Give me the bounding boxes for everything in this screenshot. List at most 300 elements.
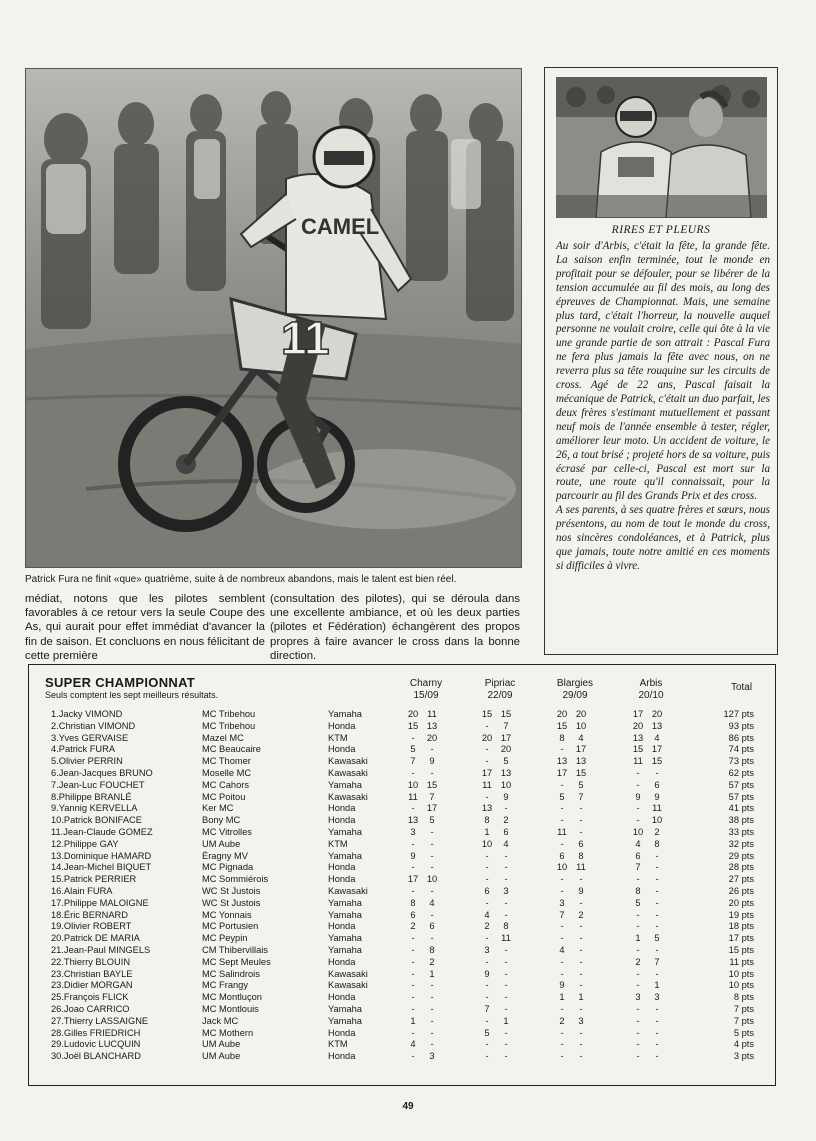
rider-total: 17 pts	[728, 933, 754, 944]
rider-name: 14.Jean-Michel BIQUET	[51, 862, 152, 873]
race-score: 6	[654, 779, 660, 790]
rider-club: Éragny MV	[202, 850, 248, 861]
race-score: 15	[632, 744, 644, 755]
race-score: -	[560, 1039, 564, 1050]
table-row	[29, 874, 775, 884]
rider-club: MC Salindrois	[202, 968, 260, 979]
race-score: 13	[407, 815, 419, 826]
rider-bike: Kawasaki	[328, 980, 368, 991]
race-score: -	[411, 1027, 415, 1038]
rider-bike: Yamaha	[328, 933, 362, 944]
rider-name: 9.Yannig KERVELLA	[51, 803, 138, 814]
rider-bike: Honda	[328, 921, 356, 932]
sidebar-paragraph-2: A ses parents, à ses quatre frères et sœurs, nous présentons, au nom de tout le monde du cross, nos sincères condoléances, et à Patrick, plus que jamais, toute notre amitié en ces moments si difficiles à vivre.	[556, 504, 770, 572]
race-score: -	[579, 874, 583, 885]
race-score: 13	[556, 756, 568, 767]
race-score: 1	[503, 1015, 509, 1026]
article-text-1: médiat, notons que les pilotes semblent favorables à ce retour vers la seule Coupe des As, qui aurait pour effet immédiat d'avancer la fin de saison. Et concluons en nous félicitant de cette première	[25, 593, 265, 662]
rider-bike: Kawasaki	[328, 791, 368, 802]
race-score: 11	[557, 827, 567, 837]
rider-name: 23.Christian BAYLE	[51, 968, 133, 979]
race-score: -	[411, 992, 415, 1003]
race-score: 11	[408, 791, 418, 802]
rider-name: 20.Patrick DE MARIA	[51, 933, 140, 944]
rider-name: 10.Patrick BONIFACE	[51, 815, 142, 826]
table-row	[29, 839, 775, 849]
rider-name: 28.Gilles FRIEDRICH	[51, 1027, 141, 1038]
race-score: 17	[481, 768, 493, 778]
race-score: 10	[481, 838, 493, 849]
rider-bike: Yamaha	[328, 897, 362, 908]
race-score: 13	[575, 756, 587, 767]
race-score: -	[655, 897, 659, 908]
race-score: -	[504, 862, 508, 873]
table-row	[29, 992, 775, 1002]
race-score: 9	[559, 980, 565, 991]
rider-bike: Honda	[328, 862, 356, 873]
rider-club: MC Peypin	[202, 933, 248, 944]
race-score: -	[560, 1004, 564, 1014]
race-score: -	[579, 1051, 583, 1062]
race-score: 15	[407, 720, 419, 731]
rider-club: MC Vitrolles	[202, 827, 252, 837]
rider-club: MC Sommiérois	[202, 874, 269, 885]
sidebar-paragraph-1: Au soir d'Arbis, c'était la fête, la grande fête. La saison enfin terminée, tout le monde en profitait pour se défouler, pour se libérer de la tension accumulée au fil des mois, au long des épreuves de Championnat. Mais, une semaine plus tard, c'était l'horreur, la nouvelle auquel personne ne voulait croire, celle qui ôte à la vie une grande partie de son attrait : Pascal Fura ne fera plus jamais la fête avec nous, on ne reverra plus sa tête rouquine sur les circuits de cross. Agé de 22 ans, Pascal faisait la mécanique de Patrick, c'était un duo parfait, les deux frères s'estimant mutuellement et passant neuf mois de l'année ensemble à tester, régler, améliorer leur moto. Un accident de voiture, le 26, a tout brisé ; projeté hors de sa voiture, puis écrasé par celle-ci, Pascal est mort sur la route, une route qu'il connaissait, pour la parcourir au fil des Grands Prix et des cross.	[556, 240, 770, 503]
rider-total: 73 pts	[728, 756, 754, 767]
rider-bike: Honda	[328, 956, 356, 967]
rider-name: 18.Éric BERNARD	[51, 909, 128, 920]
event-name: Blargies	[556, 678, 594, 689]
race-score: -	[430, 909, 434, 920]
race-score: -	[485, 1039, 489, 1050]
rider-bike: Honda	[328, 992, 356, 1003]
race-score: 9	[484, 968, 490, 979]
race-score: 6	[503, 827, 509, 837]
race-score: 7	[654, 956, 660, 967]
rider-total: 57 pts	[728, 791, 754, 802]
rider-club: Ker MC	[202, 803, 234, 814]
table-row	[29, 815, 775, 825]
rider-club: Bony MC	[202, 815, 241, 826]
race-score: 5	[559, 791, 565, 802]
race-score: 1	[484, 827, 490, 837]
sidebar-title: RIRES ET PLEURS	[611, 224, 711, 236]
table-row	[29, 780, 775, 790]
race-score: -	[504, 874, 508, 885]
race-score: 2	[484, 921, 490, 932]
race-score: -	[430, 827, 434, 837]
rider-total: 10 pts	[728, 968, 754, 979]
race-score: -	[411, 1004, 415, 1014]
race-score: -	[655, 921, 659, 932]
rider-club: MC Portusien	[202, 921, 259, 932]
race-score: 6	[559, 850, 565, 861]
rider-club: MC Mothern	[202, 1027, 254, 1038]
race-score: 20	[481, 732, 493, 743]
rider-total: 127 pts	[723, 709, 754, 719]
race-score: -	[579, 827, 583, 837]
rider-club: MC Yonnais	[202, 909, 252, 920]
table-row	[29, 969, 775, 979]
race-score: -	[485, 1051, 489, 1062]
race-score: -	[411, 768, 415, 778]
race-score: 6	[484, 886, 490, 896]
table-row	[29, 1028, 775, 1038]
rider-club: MC Tribehou	[202, 709, 256, 719]
rider-club: Jack MC	[202, 1015, 239, 1026]
race-score: -	[485, 897, 489, 908]
event-name: Pipriac	[484, 678, 516, 689]
rider-total: 20 pts	[728, 897, 754, 908]
bike-number: 11	[281, 312, 330, 364]
race-score: 17	[500, 732, 512, 743]
race-score: 8	[559, 732, 565, 743]
rider-bike: Kawasaki	[328, 768, 368, 778]
race-score: 8	[654, 838, 660, 849]
race-score: 5	[503, 756, 509, 767]
rider-name: 4.Patrick FURA	[51, 744, 116, 755]
rider-total: 41 pts	[728, 803, 754, 814]
rider-name: 3.Yves GERVAISE	[51, 732, 129, 743]
race-score: 2	[578, 909, 584, 920]
race-score: -	[560, 1051, 564, 1062]
race-score: -	[655, 1015, 659, 1026]
race-score: -	[560, 779, 564, 790]
rider-total: 19 pts	[728, 909, 754, 920]
event-date: 20/10	[638, 690, 664, 701]
race-score: -	[485, 862, 489, 873]
rider-club: UM Aube	[202, 1051, 241, 1062]
race-score: 10	[651, 815, 663, 826]
race-score: -	[560, 874, 564, 885]
rider-bike: Kawasaki	[328, 886, 368, 896]
article-column-1	[25, 592, 265, 663]
race-score: 15	[481, 709, 493, 719]
rider-total: 18 pts	[728, 921, 754, 932]
rider-bike: Honda	[328, 1051, 356, 1062]
race-score: -	[504, 1027, 508, 1038]
event-header-charny	[401, 678, 451, 702]
race-score: 20	[426, 732, 438, 743]
race-score: -	[485, 1015, 489, 1026]
race-score: 6	[635, 850, 641, 861]
rider-total: 93 pts	[728, 720, 754, 731]
race-score: 1	[578, 992, 584, 1003]
race-score: 10	[500, 779, 512, 790]
rider-name: 5.Olivier PERRIN	[51, 756, 123, 767]
race-score: 3	[578, 1015, 584, 1026]
rider-total: 11 pts	[729, 956, 754, 967]
rider-club: WC St Justois	[202, 886, 261, 896]
race-score: -	[430, 1027, 434, 1038]
rider-club: MC Montlouis	[202, 1004, 259, 1014]
race-score: -	[560, 933, 564, 944]
event-date: 22/09	[487, 690, 513, 701]
race-score: -	[411, 862, 415, 873]
race-score: 1	[410, 1015, 416, 1026]
race-score: 9	[410, 850, 416, 861]
rider-total: 26 pts	[728, 886, 754, 896]
rider-name: 6.Jean-Jacques BRUNO	[51, 768, 153, 778]
rider-bike: Yamaha	[328, 827, 362, 837]
race-score: -	[411, 838, 415, 849]
race-score: -	[430, 1004, 434, 1014]
race-score: 20	[500, 744, 512, 755]
race-score: -	[636, 909, 640, 920]
race-score: -	[430, 838, 434, 849]
race-score: -	[411, 980, 415, 991]
rider-bike: Honda	[328, 1027, 356, 1038]
race-score: 9	[578, 886, 584, 896]
race-score: 7	[484, 1004, 490, 1014]
rider-name: 21.Jean-Paul MINGELS	[51, 945, 151, 955]
race-score: -	[411, 956, 415, 967]
race-score: -	[636, 980, 640, 991]
race-score: 20	[556, 709, 568, 719]
rider-name: 7.Jean-Luc FOUCHET	[51, 779, 145, 790]
race-score: -	[485, 756, 489, 767]
race-score: 4	[410, 1039, 416, 1050]
race-score: 5	[635, 897, 641, 908]
rider-total: 7 pts	[733, 1015, 754, 1026]
rider-name: 30.Joël BLANCHARD	[51, 1051, 141, 1062]
race-score: -	[560, 956, 564, 967]
race-score: 6	[578, 838, 584, 849]
rider-name: 1.Jacky VIMOND	[51, 709, 123, 719]
race-score: 7	[635, 862, 641, 873]
standings-title: SUPER CHAMPIONNAT	[45, 675, 196, 690]
event-name: Arbis	[639, 678, 663, 689]
race-score: -	[579, 1039, 583, 1050]
race-score: -	[504, 1051, 508, 1062]
race-score: -	[560, 921, 564, 932]
rider-name: 8.Philippe BRANLÉ	[51, 791, 132, 802]
table-row	[29, 1004, 775, 1014]
rider-club: WC St Justois	[202, 897, 261, 908]
rider-club: MC Montluçon	[202, 992, 262, 1003]
race-score: 11	[576, 862, 586, 873]
race-score: -	[411, 933, 415, 944]
race-score: -	[655, 862, 659, 873]
event-header-pipriac	[475, 678, 525, 702]
rider-club: MC Frangy	[202, 980, 248, 991]
motocross-rider-photo	[26, 69, 521, 567]
race-score: 5	[429, 815, 435, 826]
race-score: 4	[429, 897, 435, 908]
race-score: -	[485, 791, 489, 802]
photo-caption: Patrick Fura ne finit «que» quatrième, suite à de nombreux abandons, mais le talent est bien réel.	[25, 574, 457, 585]
race-score: 17	[651, 744, 663, 755]
event-date: 15/09	[413, 690, 439, 701]
race-score: 2	[559, 1015, 565, 1026]
rider-name: 11.Jean-Claude GOMEZ	[51, 827, 153, 837]
race-score: -	[636, 803, 640, 814]
race-score: -	[411, 1051, 415, 1062]
rider-club: MC Cahors	[202, 779, 250, 790]
table-row	[29, 957, 775, 967]
rider-total: 57 pts	[728, 779, 754, 790]
rider-total: 32 pts	[728, 838, 754, 849]
race-score: -	[636, 815, 640, 826]
race-score: -	[430, 933, 434, 944]
table-row	[29, 709, 775, 719]
table-row	[29, 768, 775, 778]
rider-total: 5 pts	[733, 1027, 754, 1038]
race-score: -	[655, 768, 659, 778]
race-score: -	[411, 803, 415, 814]
race-score: 20	[632, 720, 644, 731]
sidebar-box	[544, 67, 778, 655]
race-score: -	[636, 874, 640, 885]
race-score: 7	[578, 791, 584, 802]
race-score: 6	[429, 921, 435, 932]
race-score: 8	[429, 945, 435, 955]
race-score: -	[485, 992, 489, 1003]
race-score: -	[485, 874, 489, 885]
rider-bike: Yamaha	[328, 1004, 362, 1014]
rider-name: 26.Joao CARRICO	[51, 1004, 130, 1014]
race-score: -	[504, 803, 508, 814]
race-score: -	[655, 874, 659, 885]
race-score: 7	[559, 909, 565, 920]
table-row	[29, 933, 775, 943]
table-row	[29, 1039, 775, 1049]
race-score: 1	[654, 980, 660, 991]
rider-total: 38 pts	[728, 815, 754, 826]
race-score: 3	[410, 827, 416, 837]
rider-bike: Yamaha	[328, 779, 362, 790]
race-score: -	[560, 803, 564, 814]
race-score: -	[504, 1039, 508, 1050]
race-score: 11	[501, 933, 511, 944]
race-score: -	[655, 1027, 659, 1038]
rider-bike: KTM	[328, 732, 348, 743]
race-score: -	[411, 732, 415, 743]
rider-bike: Honda	[328, 874, 356, 885]
rider-club: Mazel MC	[202, 732, 244, 743]
race-score: -	[579, 933, 583, 944]
race-score: 4	[654, 732, 660, 743]
race-score: 13	[426, 720, 438, 731]
standings-subtitle: Seuls comptent les sept meilleurs résultats.	[45, 690, 219, 700]
race-score: -	[485, 956, 489, 967]
race-score: -	[579, 968, 583, 979]
race-score: -	[655, 945, 659, 955]
race-score: -	[579, 1027, 583, 1038]
table-row	[29, 862, 775, 872]
race-score: -	[636, 1015, 640, 1026]
race-score: 15	[575, 768, 587, 778]
event-header-blargies	[550, 678, 600, 702]
article-column-2	[270, 592, 520, 663]
race-score: -	[430, 850, 434, 861]
race-score: -	[430, 768, 434, 778]
race-score: -	[579, 803, 583, 814]
table-row	[29, 792, 775, 802]
race-score: -	[504, 945, 508, 955]
table-row	[29, 945, 775, 955]
race-score: -	[485, 720, 489, 731]
rider-name: 25.François FLICK	[51, 992, 129, 1003]
sidebar-text	[556, 240, 770, 574]
rider-name: 12.Philippe GAY	[51, 838, 119, 849]
rider-club: MC Beaucaire	[202, 744, 261, 755]
race-score: 10	[556, 862, 568, 873]
race-score: 20	[575, 709, 587, 719]
race-score: -	[636, 1004, 640, 1014]
race-score: 13	[632, 732, 644, 743]
race-score: -	[430, 1039, 434, 1050]
rider-name: 19.Olivier ROBERT	[51, 921, 132, 932]
race-score: 11	[652, 803, 662, 814]
table-row	[29, 1051, 775, 1061]
race-score: 1	[559, 992, 565, 1003]
race-score: 9	[429, 756, 435, 767]
race-score: 10	[575, 720, 587, 731]
race-score: -	[560, 886, 564, 896]
race-score: 9	[635, 791, 641, 802]
race-score: -	[655, 909, 659, 920]
race-score: 15	[651, 756, 663, 767]
table-row	[29, 756, 775, 766]
race-score: 17	[407, 874, 419, 885]
rider-total: 8 pts	[733, 992, 754, 1003]
race-score: -	[485, 980, 489, 991]
race-score: -	[560, 838, 564, 849]
race-score: 10	[407, 779, 419, 790]
rider-name: 23.Didier MORGAN	[51, 980, 133, 991]
race-score: -	[430, 862, 434, 873]
race-score: -	[636, 1027, 640, 1038]
race-score: -	[636, 921, 640, 932]
race-score: -	[411, 968, 415, 979]
race-score: 3	[654, 992, 660, 1003]
rider-total: 74 pts	[728, 744, 754, 755]
race-score: -	[504, 897, 508, 908]
table-row	[29, 827, 775, 837]
race-score: 4	[578, 732, 584, 743]
race-score: 5	[484, 1027, 490, 1038]
race-score: 11	[427, 709, 437, 719]
rider-bike: KTM	[328, 838, 348, 849]
race-score: 7	[503, 720, 509, 731]
rider-club: CM Thibervillais	[202, 945, 268, 955]
race-score: -	[411, 886, 415, 896]
race-score: 3	[429, 1051, 435, 1062]
race-score: 4	[484, 909, 490, 920]
event-date: 29/09	[562, 690, 588, 701]
rider-bike: Yamaha	[328, 850, 362, 861]
race-score: -	[560, 744, 564, 755]
race-score: 2	[429, 956, 435, 967]
rider-name: 17.Philippe MALOIGNE	[51, 897, 149, 908]
rider-total: 62 pts	[728, 768, 754, 778]
race-score: 3	[503, 886, 509, 896]
race-score: -	[485, 744, 489, 755]
race-score: 11	[482, 779, 492, 790]
rider-bike: Yamaha	[328, 945, 362, 955]
race-score: -	[579, 945, 583, 955]
race-score: 5	[654, 933, 660, 944]
race-score: -	[636, 1051, 640, 1062]
two-riders-photo	[556, 77, 767, 218]
race-score: -	[579, 956, 583, 967]
rider-name: 15.Patrick PERRIER	[51, 874, 137, 885]
race-score: 1	[429, 968, 435, 979]
rider-bike: KTM	[328, 1039, 348, 1050]
race-score: 17	[575, 744, 587, 755]
race-score: 17	[426, 803, 438, 814]
